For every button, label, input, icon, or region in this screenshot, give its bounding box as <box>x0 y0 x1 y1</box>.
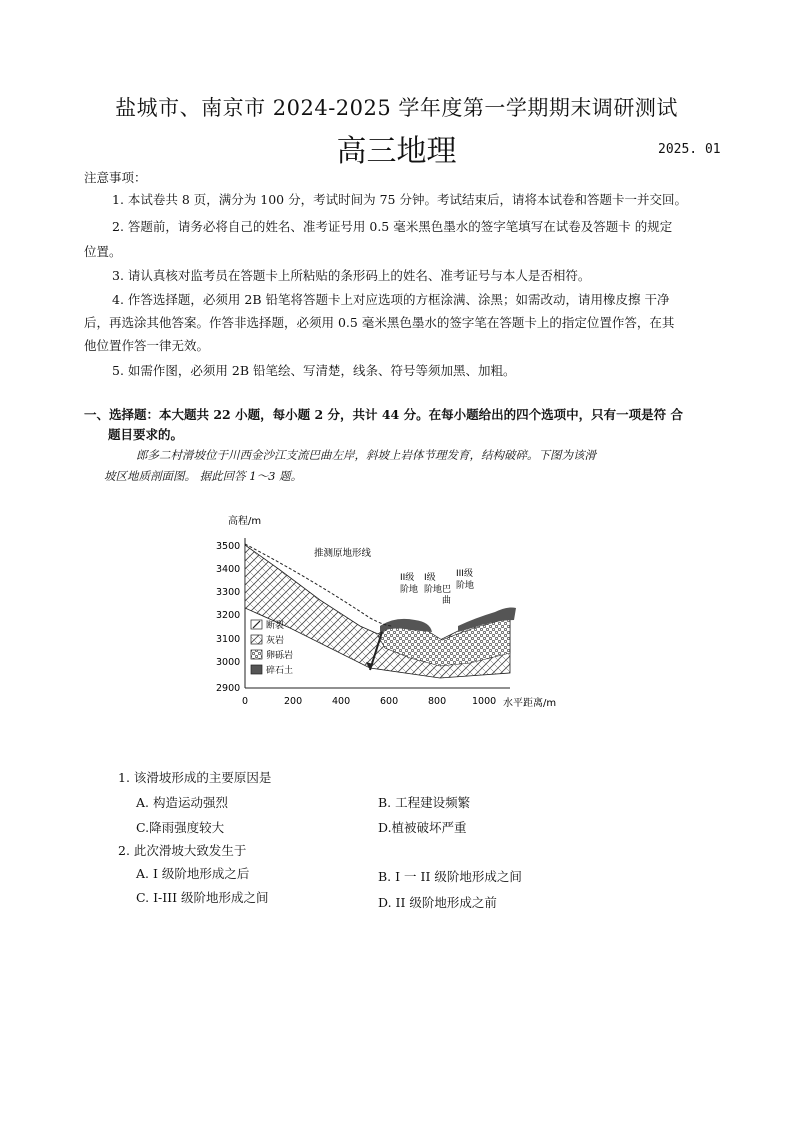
notice-item-cont: 位置。 <box>84 244 122 259</box>
y-tick: 3400 <box>216 564 241 575</box>
legend-label: 卵砾岩 <box>266 651 294 661</box>
intro-line: 坡区地质剖面图。 据此回答 1～3 题。 <box>104 469 303 483</box>
x-tick: 200 <box>284 696 303 707</box>
question-option: B. I 一 II 级阶地形成之间 <box>378 869 522 884</box>
notice-item: 3. 请认真核对监考员在答题卡上所粘贴的条形码上的姓名、准考证号与本人是否相符。 <box>112 268 591 283</box>
notice-item: 4. 作答选择题，必须用 2B 铅笔将答题卡上对应选项的方框涂满、涂黑；如需改动，请用橡皮擦 干净 <box>112 292 670 307</box>
terrace1-label: 阶地 <box>424 585 443 595</box>
legend-swatch-limestone <box>251 635 262 644</box>
question-option: D. II 级阶地形成之前 <box>378 895 497 910</box>
x-tick: 800 <box>428 696 447 707</box>
legend-swatch-conglomerate <box>251 650 262 659</box>
geologic-profile-figure <box>210 508 570 720</box>
notice-item-cont: 后，再选涂其他答案。作答非选择题，必须用 0.5 毫米黑色墨水的签字笔在答题卡上的指定位置作答，在其 <box>84 315 675 330</box>
x-tick: 400 <box>332 696 351 707</box>
x-tick: 1000 <box>472 696 497 707</box>
terrace3-label: 阶地 <box>456 581 475 591</box>
terrace2-label: 阶地 <box>400 585 419 595</box>
river-label: 曲 <box>442 596 452 606</box>
notice-item-cont: 他位置作答一律无效。 <box>84 338 210 353</box>
question-option: A. I 级阶地形成之后 <box>136 866 250 881</box>
question-option: A. 构造运动强烈 <box>136 795 228 810</box>
original-terrain-label: 推测原地形线 <box>314 548 372 559</box>
y-tick: 3500 <box>216 541 241 552</box>
exam-title: 盐城市、南京市 2024-2025 学年度第一学期期末调研测试 <box>115 96 678 120</box>
y-tick: 3100 <box>216 634 241 645</box>
question-stem: 1. 该滑坡形成的主要原因是 <box>118 770 272 785</box>
y-tick: 3300 <box>216 587 241 598</box>
x-tick: 0 <box>242 696 249 707</box>
legend-label: 灰岩 <box>266 636 285 646</box>
legend-label: 断裂 <box>266 621 285 631</box>
y-tick: 3200 <box>216 610 241 621</box>
y-axis-label: 高程/m <box>228 516 262 527</box>
terrace2-label: II级 <box>400 573 415 583</box>
question-option: D.植被破坏严重 <box>378 820 467 835</box>
legend-swatch-gravel-soil <box>251 665 262 674</box>
subject-title: 高三地理 <box>336 134 457 169</box>
question-intro <box>104 445 704 487</box>
legend-label: 碎石土 <box>266 666 294 676</box>
question-option: B. 工程建设频繁 <box>378 795 471 810</box>
y-tick: 2900 <box>216 683 241 694</box>
notice-item: 1. 本试卷共 8 页，满分为 100 分，考试时间为 75 分钟。考试结束后，请将本试卷和答题卡一并交回。 <box>112 192 687 207</box>
terrace1-label: I级 <box>424 573 436 583</box>
x-axis-label: 水平距离/m <box>503 698 557 709</box>
y-tick: 3000 <box>216 657 241 668</box>
intro-line: 郎多二村滑坡位于川西金沙江支流巴曲左岸，斜坡上岩体节理发育，结构破碎。下图为该滑 <box>136 448 596 462</box>
section-heading <box>84 405 714 445</box>
notice-heading: 注意事项： <box>84 170 147 185</box>
question-stem: 2. 此次滑坡大致发生于 <box>118 843 247 858</box>
section-line: 一、选择题：本大题共 22 小题，每小题 2 分，共计 44 分。在每小题给出的四个选项中，只有一项是符 合 <box>84 407 683 422</box>
notice-item: 5. 如需作图，必须用 2B 铅笔绘、写清楚，线条、符号等须加黑、加粗。 <box>112 363 516 378</box>
question-option: C. I-III 级阶地形成之间 <box>136 890 269 905</box>
notice-item: 2. 答题前，请务必将自己的姓名、准考证号用 0.5 毫米黑色墨水的签字笔填写在试卷及答题卡 的规定 <box>112 219 673 234</box>
section-line: 题目要求的。 <box>108 427 184 442</box>
exam-date: 2025. 01 <box>658 142 721 157</box>
river-label: 巴 <box>442 585 452 595</box>
x-tick: 600 <box>380 696 399 707</box>
question-option: C.降雨强度较大 <box>136 820 225 835</box>
terrace3-label: III级 <box>456 569 473 579</box>
